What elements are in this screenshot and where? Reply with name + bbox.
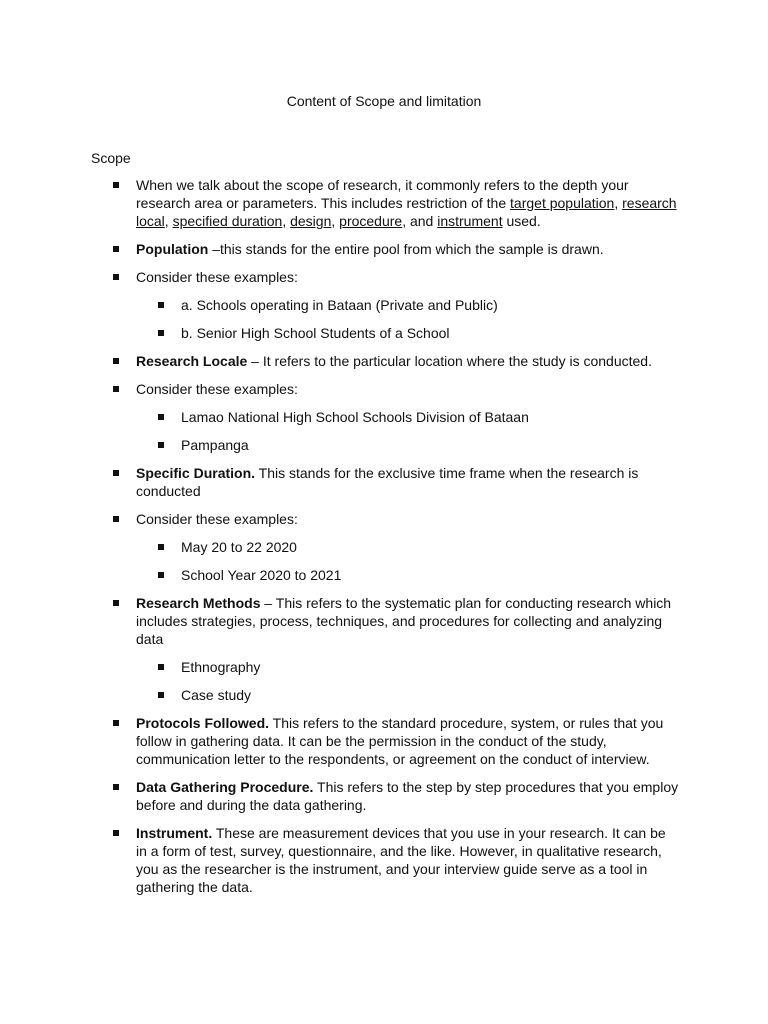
sub-list-item: b. Senior High School Students of a School xyxy=(0,324,768,342)
square-bullet-icon xyxy=(113,516,119,522)
square-bullet-icon xyxy=(158,414,164,420)
square-bullet-icon xyxy=(113,600,119,606)
square-bullet-icon xyxy=(113,784,119,790)
section-heading-scope: Scope xyxy=(91,150,131,166)
square-bullet-icon xyxy=(158,572,164,578)
term-label: Research Methods xyxy=(136,595,261,611)
term-label: Data Gathering Procedure. xyxy=(136,779,314,795)
list-item-intro: When we talk about the scope of research, it commonly refers to the depth your research area or parameters. This includes restriction of the target population, research local, specified duration, design, procedure, and instrument used. xyxy=(0,176,768,230)
term-label: Protocols Followed. xyxy=(136,715,270,731)
scope-list xyxy=(0,176,768,906)
underlined-term: design xyxy=(290,213,332,229)
square-bullet-icon xyxy=(113,246,119,252)
square-bullet-icon xyxy=(113,386,119,392)
document-title: Content of Scope and limitation xyxy=(286,93,482,109)
underlined-term: research local xyxy=(136,195,677,229)
sub-list-item: Pampanga xyxy=(0,436,768,454)
list-item-protocols: Protocols Followed. This refers to the standard procedure, system, or rules that you follow in gathering data. It can be the permission in the conduct of the study, communication letter to the respondents, or agreement on the conduct of interview. xyxy=(0,714,768,768)
list-item-instrument: Instrument. These are measurement devices that you use in your research. It can be in a form of test, survey, questionnaire, and the like. However, in qualitative research, you as the researcher is the instrument, and your interview guide serve as a tool in gathering the data. xyxy=(0,824,768,896)
list-item-examples: Consider these examples: xyxy=(0,510,768,528)
term-label: Research Locale xyxy=(136,353,248,369)
list-item-locale: Research Locale – It refers to the particular location where the study is conducted. xyxy=(0,352,768,370)
term-label: Specific Duration. xyxy=(136,465,256,481)
list-item-examples: Consider these examples: xyxy=(0,380,768,398)
square-bullet-icon xyxy=(113,358,119,364)
list-item-methods: Research Methods – This refers to the systematic plan for conducting research which includes strategies, process, techniques, and procedures for collecting and analyzing data xyxy=(0,594,768,648)
square-bullet-icon xyxy=(113,470,119,476)
square-bullet-icon xyxy=(158,544,164,550)
list-item-duration: Specific Duration. This stands for the exclusive time frame when the research is conducted xyxy=(0,464,768,500)
sub-list-item: Ethnography xyxy=(0,658,768,676)
underlined-term: instrument xyxy=(437,213,503,229)
square-bullet-icon xyxy=(158,302,164,308)
list-item-examples: Consider these examples: xyxy=(0,268,768,286)
term-label: Instrument. xyxy=(136,825,213,841)
square-bullet-icon xyxy=(113,182,119,188)
sub-list-item: Lamao National High School Schools Division of Bataan xyxy=(0,408,768,426)
square-bullet-icon xyxy=(158,442,164,448)
term-label: Population xyxy=(136,241,209,257)
sub-list-item: May 20 to 22 2020 xyxy=(0,538,768,556)
list-item-procedure: Data Gathering Procedure. This refers to the step by step procedures that you employ before and during the data gathering. xyxy=(0,778,768,814)
sub-list-item: Case study xyxy=(0,686,768,704)
underlined-term: procedure xyxy=(339,213,403,229)
square-bullet-icon xyxy=(113,720,119,726)
sub-list-item: a. Schools operating in Bataan (Private and Public) xyxy=(0,296,768,314)
square-bullet-icon xyxy=(158,692,164,698)
list-item-population: Population –this stands for the entire pool from which the sample is drawn. xyxy=(0,240,768,258)
square-bullet-icon xyxy=(113,274,119,280)
underlined-term: specified duration xyxy=(172,213,283,229)
square-bullet-icon xyxy=(113,830,119,836)
sub-list-item: School Year 2020 to 2021 xyxy=(0,566,768,584)
square-bullet-icon xyxy=(158,664,164,670)
square-bullet-icon xyxy=(158,330,164,336)
underlined-term: target population xyxy=(510,195,615,211)
